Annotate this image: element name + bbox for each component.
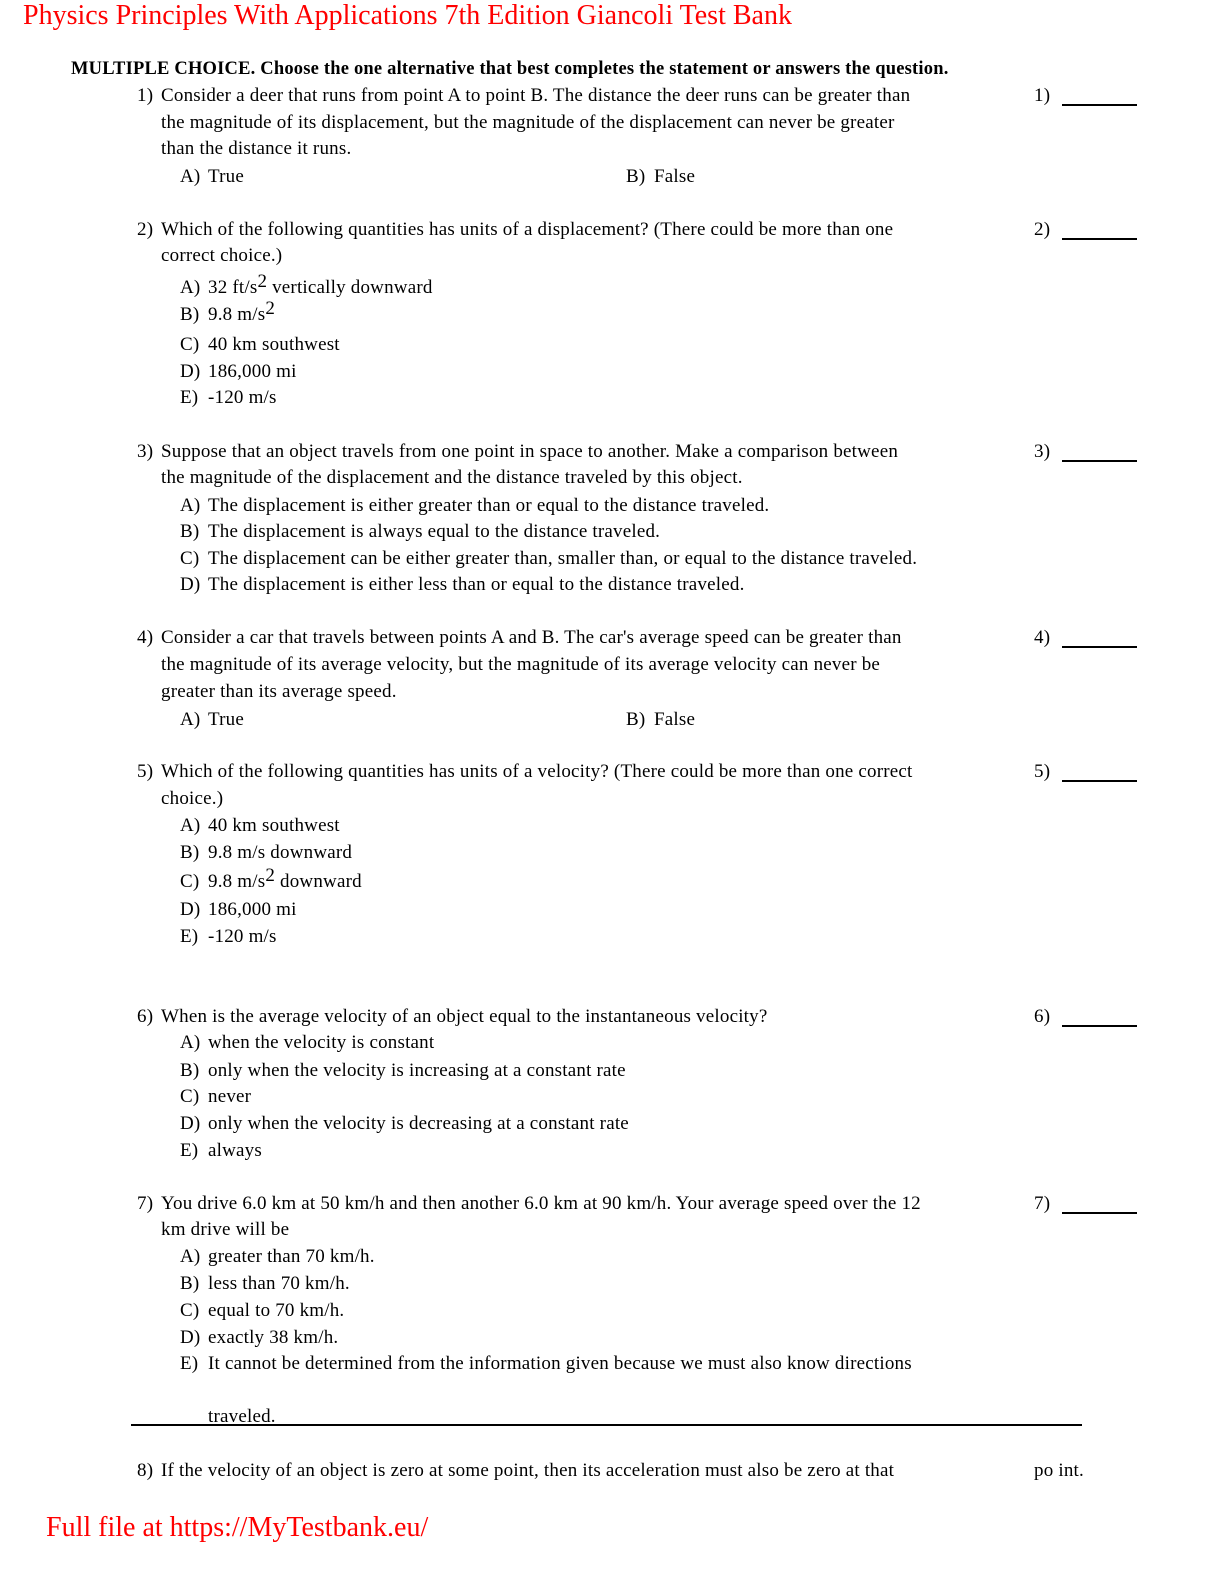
option-text: greater than 70 km/h. [208,1246,375,1267]
answer-blank[interactable] [1062,1212,1137,1214]
answer-number: 5) [1034,761,1051,782]
option-label: A) [180,709,201,730]
option-label: B) [180,521,200,542]
option-text: only when the velocity is decreasing at a constant rate [208,1113,629,1134]
answer-option[interactable] [180,1299,344,1323]
option-label: E) [180,1353,199,1374]
answer-option[interactable] [180,298,276,327]
answer-option[interactable] [180,898,297,922]
answer-option[interactable] [180,1085,251,1109]
answer-blank[interactable] [1062,1025,1137,1027]
answer-option[interactable] [180,841,352,865]
option-text: False [654,709,696,730]
answer-option[interactable] [180,814,340,838]
question-text: the magnitude of the displacement and the distance traveled by this object. [161,467,743,488]
option-label: D) [180,361,201,382]
answer-option[interactable] [180,165,244,189]
answer-number: 1) [1034,85,1051,106]
option-label: B) [180,1060,200,1081]
option-label: B) [626,709,646,730]
option-label: D) [180,1327,201,1348]
answer-option[interactable] [180,1112,629,1136]
question-text: the magnitude of its displacement, but the magnitude of the displacement can never be greater [161,112,895,133]
question-text: When is the average velocity of an object equal to the instantaneous velocity? [161,1006,768,1027]
divider-line [131,1424,1082,1426]
superscript: 2 [257,271,268,292]
answer-option[interactable] [180,1352,912,1376]
document-title: Physics Principles With Applications 7th Edition Giancoli Test Bank [23,0,792,31]
question-text: If the velocity of an object is zero at some point, then its acceleration must also be zero at that [161,1460,895,1481]
option-text: -120 m/s [208,387,277,408]
question-text: Consider a deer that runs from point A to point B. The distance the deer runs can be greater than [161,85,911,106]
answer-option[interactable] [180,1326,338,1350]
answer-option[interactable] [180,333,340,357]
option-label: B) [180,1273,200,1294]
answer-option[interactable] [180,925,277,949]
option-text: False [654,166,696,187]
option-label: C) [180,1086,200,1107]
option-label: A) [180,1032,201,1053]
option-text: 9.8 m/s downward [208,842,353,863]
option-text: True [208,709,244,730]
option-continuation: traveled. [208,1406,276,1427]
question-text: correct choice.) [161,245,283,266]
answer-option[interactable] [180,1031,434,1055]
answer-number: 6) [1034,1006,1051,1027]
option-text: The displacement is either less than or equal to the distance traveled. [208,574,745,595]
option-label: A) [180,1246,201,1267]
answer-option[interactable] [626,165,695,189]
section-header: MULTIPLE CHOICE. Choose the one alternative that best completes the statement or answers the question. [71,59,949,79]
option-label: C) [180,334,200,355]
question-text: Consider a car that travels between points A and B. The car's average speed can be greater than [161,627,902,648]
option-label: C) [180,871,200,892]
question-number: 6) [137,1006,154,1027]
option-text: 186,000 mi [208,899,297,920]
superscript: 2 [265,865,276,886]
answer-option[interactable] [180,1272,350,1296]
option-label: E) [180,1140,199,1161]
option-label: E) [180,926,199,947]
question-text: than the distance it runs. [161,138,352,159]
option-text: The displacement is always equal to the distance traveled. [208,521,661,542]
option-label: C) [180,1300,200,1321]
answer-option[interactable] [180,547,917,571]
question-text-end: po int. [1034,1460,1084,1481]
question-text: You drive 6.0 km at 50 km/h and then another 6.0 km at 90 km/h. Your average speed over the 12 [161,1193,921,1214]
option-text-suffix: downward [275,871,362,892]
option-text: 9.8 m/s [208,871,266,892]
answer-option[interactable] [626,708,695,732]
option-text-suffix: vertically downward [267,277,433,298]
option-text: 40 km southwest [208,334,340,355]
option-text: when the velocity is constant [208,1032,435,1053]
option-text: only when the velocity is increasing at a constant rate [208,1060,626,1081]
question-number: 7) [137,1193,154,1214]
question-number: 2) [137,219,154,240]
option-label: A) [180,277,201,298]
answer-option[interactable] [180,520,660,544]
question-text: the magnitude of its average velocity, but the magnitude of its average velocity can never be [161,654,881,675]
option-text: 186,000 mi [208,361,297,382]
question-text: greater than its average speed. [161,681,397,702]
answer-option[interactable] [180,386,277,410]
option-text: 9.8 m/s [208,304,266,325]
option-text: never [208,1086,252,1107]
question-number: 5) [137,761,154,782]
question-number: 8) [137,1460,154,1481]
answer-option[interactable] [180,1139,262,1163]
answer-blank[interactable] [1062,646,1137,648]
answer-number: 3) [1034,441,1051,462]
option-text: less than 70 km/h. [208,1273,350,1294]
question-number: 4) [137,627,154,648]
option-label: A) [180,815,201,836]
option-text: 40 km southwest [208,815,340,836]
question-number: 1) [137,85,154,106]
option-text: equal to 70 km/h. [208,1300,345,1321]
answer-blank[interactable] [1062,460,1137,462]
option-text: True [208,166,244,187]
answer-option[interactable] [180,360,297,384]
footer-link[interactable]: Full file at https://MyTestbank.eu/ [46,1512,429,1543]
answer-option[interactable] [180,573,745,597]
option-label: D) [180,574,201,595]
option-text: The displacement is either greater than or equal to the distance traveled. [208,495,770,516]
answer-option[interactable] [180,494,769,518]
option-text: It cannot be determined from the information given because we must also know directions [208,1353,912,1374]
option-label: D) [180,899,201,920]
answer-blank[interactable] [1062,104,1137,106]
answer-number: 7) [1034,1193,1051,1214]
option-text: 32 ft/s [208,277,258,298]
option-text: exactly 38 km/h. [208,1327,339,1348]
question-text: Which of the following quantities has units of a displacement? (There could be more than one [161,219,894,240]
option-text: always [208,1140,262,1161]
option-label: E) [180,387,199,408]
option-label: B) [180,842,200,863]
answer-option[interactable] [180,865,362,894]
answer-option[interactable] [180,708,244,732]
option-label: A) [180,495,201,516]
option-text: -120 m/s [208,926,277,947]
option-label: C) [180,548,200,569]
answer-blank[interactable] [1062,238,1137,240]
option-label: D) [180,1113,201,1134]
answer-option[interactable] [180,1245,375,1269]
answer-option[interactable] [180,271,433,300]
question-text: Suppose that an object travels from one point in space to another. Make a comparison between [161,441,899,462]
option-label: B) [180,304,200,325]
answer-number: 2) [1034,219,1051,240]
question-text: km drive will be [161,1219,290,1240]
option-label: A) [180,166,201,187]
question-text: choice.) [161,788,224,809]
question-number: 3) [137,441,154,462]
option-label: B) [626,166,646,187]
answer-option[interactable] [180,1059,626,1083]
answer-number: 4) [1034,627,1051,648]
option-text: The displacement can be either greater than, smaller than, or equal to the distance traveled. [208,548,918,569]
superscript: 2 [265,298,276,319]
answer-blank[interactable] [1062,780,1137,782]
question-text: Which of the following quantities has units of a velocity? (There could be more than one correct [161,761,913,782]
